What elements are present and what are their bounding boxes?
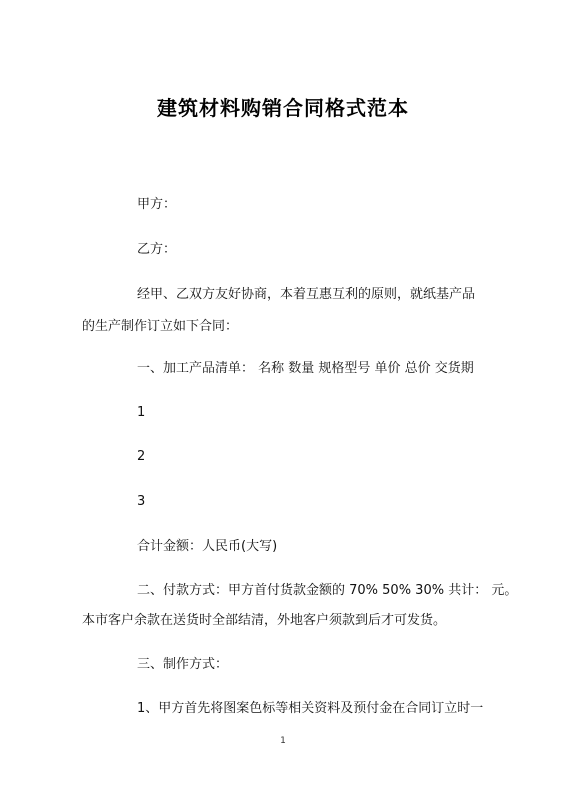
party-a-label: 甲方： (137, 197, 177, 212)
list-item-1: 1 (137, 405, 146, 420)
document-title: 建筑材料购销合同格式范本 (157, 96, 409, 120)
section2-line1: 二、付款方式：甲方首付货款金额的 70% 50% 30% 共计： 元。 (137, 583, 518, 598)
list-item-3: 3 (137, 494, 146, 509)
party-b-label: 乙方： (137, 242, 177, 257)
section1-heading: 一、加工产品清单： 名称 数量 规格型号 单价 总价 交货期 (137, 361, 474, 376)
list-item-2: 2 (137, 449, 146, 464)
section3-heading: 三、制作方式： (137, 657, 229, 672)
intro-paragraph-line1: 经甲、乙双方友好协商，本着互惠互利的原则，就纸基产品 (137, 287, 476, 302)
intro-paragraph-line2: 的生产制作订立如下合同： (82, 319, 239, 334)
section2-line2: 本市客户余款在送货时全部结清，外地客户须款到后才可发货。 (82, 613, 447, 628)
page-number: 1 (280, 736, 286, 746)
section3-item1: 1、甲方首先将图案色标等相关资料及预付金在合同订立时一 (137, 701, 484, 716)
total-amount-line: 合计金额：人民币(大写) (137, 539, 278, 554)
